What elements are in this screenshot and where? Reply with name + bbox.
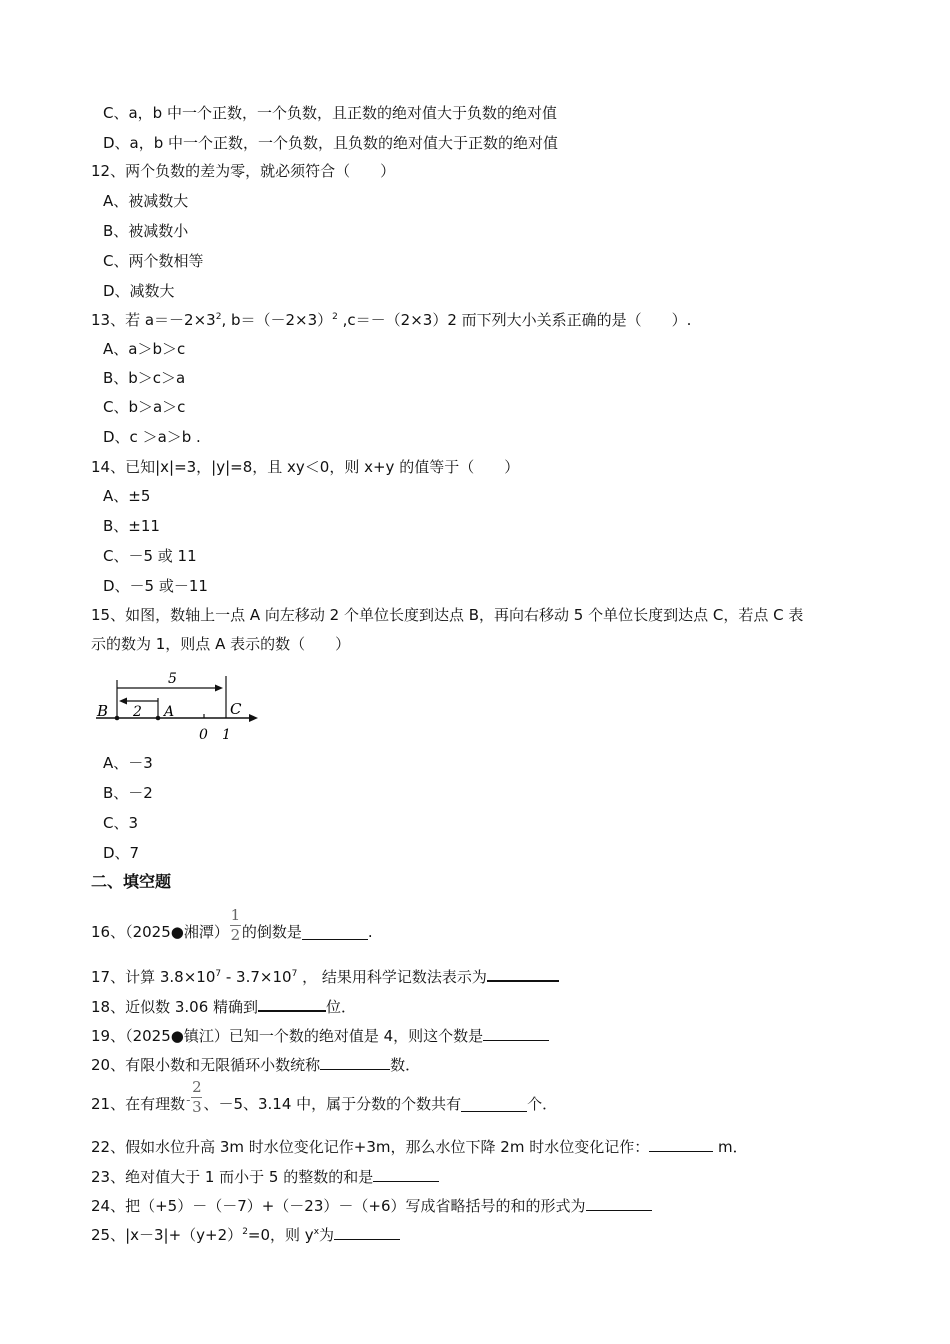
number-line-figure	[92, 670, 262, 746]
q13-stem	[91, 313, 691, 328]
q14-stem: 14、已知|x|=3，|y|=8，且 xy＜0，则 x+y 的值等于（ ）	[91, 458, 520, 476]
q16-denominator: 2	[230, 926, 241, 944]
q19-text: 19、（2025●镇江）已知一个数的绝对值是 4，则这个数是	[91, 1027, 484, 1045]
q16-suffix: 的倒数是	[241, 923, 302, 941]
q15-option-a: A、－3	[103, 754, 153, 772]
q23-text: 23、绝对值大于 1 而小于 5 的整数的和是	[91, 1168, 374, 1186]
q14-option-a: A、±5	[103, 487, 151, 505]
q21-answer-blank[interactable]	[461, 1097, 527, 1112]
q13-exp2: 2	[332, 312, 338, 322]
q11-option-c: C、a，b 中一个正数，一个负数，且正数的绝对值大于负数的绝对值	[103, 104, 557, 122]
fig-point-b	[115, 716, 120, 721]
q21-numerator: 2	[192, 1078, 202, 1096]
q17-answer-blank[interactable]	[487, 966, 559, 982]
q22	[91, 1137, 748, 1155]
q25-exp1: 2	[242, 1227, 248, 1237]
q14-option-c: C、－5 或 11	[103, 547, 197, 565]
fig-label-b: B	[97, 702, 109, 720]
q19	[91, 1026, 549, 1044]
q17-part2: - 3.7×10	[221, 968, 292, 986]
q24-answer-blank[interactable]	[586, 1196, 652, 1211]
q15-stem-line2: 示的数为 1，则点 A 表示的数（ ）	[91, 635, 351, 653]
q21-minus-sign: -	[186, 1093, 191, 1107]
section-title-fill-blank: 二、填空题	[91, 872, 172, 891]
fig-label-5: 5	[168, 671, 177, 687]
fig-axis-arrowhead	[249, 714, 258, 722]
fig-point-a	[156, 716, 161, 721]
q12-option-a: A、被减数大	[103, 192, 189, 210]
q17-exp1: 7	[215, 969, 222, 979]
q25-part2: =0，则 y	[247, 1226, 314, 1244]
q12-stem: 12、两个负数的差为零，就必须符合（ ）	[91, 162, 396, 180]
q18-answer-blank[interactable]	[258, 996, 326, 1012]
q19-answer-blank[interactable]	[483, 1026, 549, 1041]
q15-option-c: C、3	[103, 814, 139, 832]
q17	[91, 966, 559, 985]
q17-exp2: 7	[291, 969, 298, 979]
fig-tick-label-1: 1	[222, 727, 231, 743]
q24	[91, 1196, 652, 1214]
q12-option-b: B、被减数小	[103, 222, 189, 240]
q20-part1: 20、有限小数和无限循环小数统称	[91, 1056, 321, 1074]
q13-option-b: B、b＞c＞a	[103, 369, 186, 387]
q12-option-d: D、减数大	[103, 282, 175, 300]
q20	[91, 1055, 420, 1073]
q13-stem-b: , b＝（－2×3）	[221, 311, 333, 329]
q20-answer-blank[interactable]	[320, 1055, 390, 1070]
q22-answer-blank[interactable]	[649, 1137, 713, 1152]
q11-option-d: D、a，b 中一个正数，一个负数，且负数的绝对值大于正数的绝对值	[103, 134, 559, 152]
q13-option-d: D、c ＞a＞b .	[103, 428, 201, 446]
fig-label-2: 2	[133, 704, 142, 720]
q21-part3: 个．	[527, 1095, 558, 1113]
fig-label-c: C	[230, 700, 242, 718]
q16-numerator: 1	[230, 906, 241, 924]
q14-option-b: B、±11	[103, 517, 160, 535]
q25-part3: 为	[319, 1226, 335, 1244]
q23	[91, 1167, 439, 1185]
q15-option-d: D、7	[103, 844, 140, 862]
q20-part2: 数．	[390, 1056, 421, 1074]
q16-answer-blank[interactable]	[302, 925, 368, 940]
q13-stem-a: 13、若 a＝－2×3	[91, 311, 216, 329]
q25-part1: 25、|x－3|+（y+2）	[91, 1226, 243, 1244]
q21-part2: 、－5、3.14 中，属于分数的个数共有	[203, 1095, 462, 1113]
q16-fraction	[230, 908, 241, 943]
q13-option-c: C、b＞a＞c	[103, 398, 186, 416]
q25-exp2: x	[313, 1227, 320, 1237]
q24-text: 24、把（+5）－（－7）+（－23）－（+6）写成省略括号的和的形式为	[91, 1197, 586, 1215]
q17-part1: 17、计算 3.8×10	[91, 968, 216, 986]
q16-end: .	[367, 923, 373, 941]
q22-part2: m．	[713, 1138, 748, 1156]
fig-arrowhead-5	[215, 685, 223, 692]
q17-part3: ， 结果用科学记数法表示为	[297, 968, 487, 986]
q16	[91, 904, 373, 944]
q13-exp1: 2	[215, 312, 222, 322]
q14-option-d: D、－5 或－11	[103, 577, 208, 595]
q16-prefix: 16、（2025●湘潭）	[91, 923, 229, 941]
fig-tick-label-0: 0	[199, 727, 208, 743]
q15-option-b: B、－2	[103, 784, 153, 802]
q12-option-c: C、两个数相等	[103, 252, 204, 270]
fig-arrowhead-2	[119, 698, 127, 705]
q22-part1: 22、假如水位升高 3m 时水位变化记作+3m，那么水位下降 2m 时水位变化记作：	[91, 1138, 650, 1156]
q25	[91, 1225, 400, 1243]
q13-option-a: A、a＞b＞c	[103, 340, 186, 358]
q13-stem-c: ,c＝－（2×3）2 而下列大小关系正确的是（ ）.	[337, 311, 692, 329]
q18-part2: 位．	[326, 998, 357, 1016]
q18-part1: 18、近似数 3.06 精确到	[91, 998, 259, 1016]
fig-label-a: A	[164, 704, 175, 720]
q21-denominator: 3	[192, 1098, 202, 1116]
q23-answer-blank[interactable]	[373, 1167, 439, 1182]
q21-fraction	[191, 1080, 202, 1115]
q25-answer-blank[interactable]	[334, 1225, 400, 1240]
q21	[91, 1076, 557, 1116]
q18	[91, 996, 356, 1015]
q21-part1: 21、在有理数	[91, 1095, 186, 1113]
q15-stem-line1: 15、如图，数轴上一点 A 向左移动 2 个单位长度到达点 B，再向右移动 5 个单位长度到达点 C，若点 C 表	[91, 606, 804, 624]
